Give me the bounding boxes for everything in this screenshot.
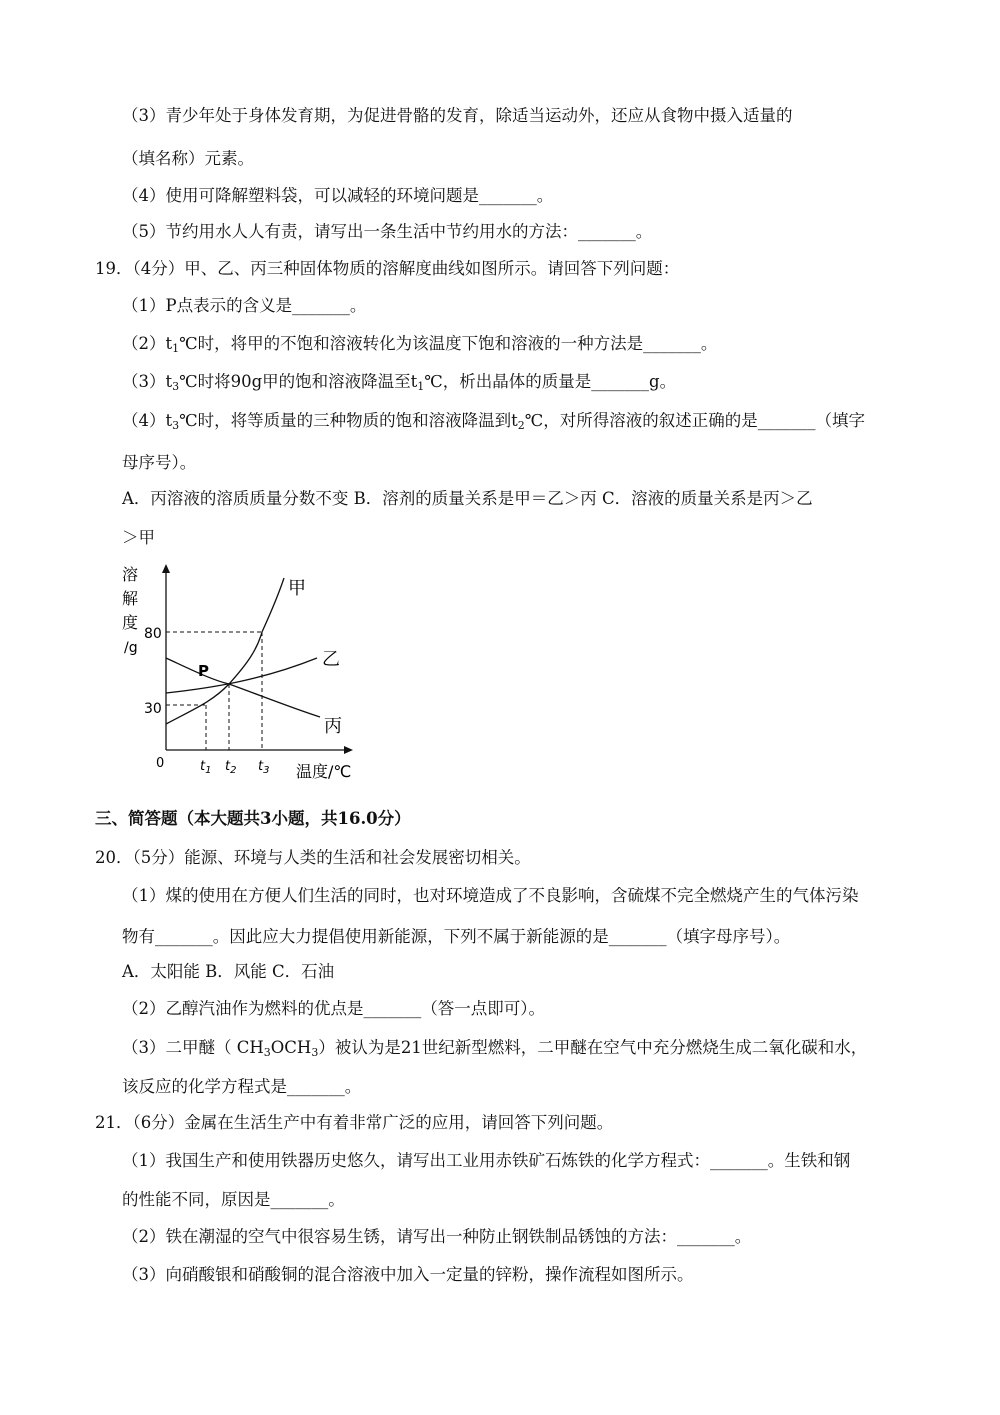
q19-part1: （1）P点表示的含义是_______。	[122, 296, 367, 315]
xtick-t1: $t_1$	[200, 759, 212, 776]
q21-part1-line1: （1）我国生产和使用铁器历史悠久，请写出工业用赤铁矿石炼铁的化学方程式：_______。生铁和钢	[122, 1151, 851, 1170]
q21-stem: 21．（6分）金属在生活生产中有着非常广泛的应用，请回答下列问题。	[95, 1113, 614, 1132]
q19-part2-a: （2）t	[122, 334, 173, 353]
curve-jia	[166, 578, 284, 724]
x-axis-arrow	[344, 746, 353, 754]
q19-part4-b: ℃时，将等质量的三种物质的饱和溶液降温到t	[179, 411, 518, 430]
q18-part4: （4）使用可降解塑料袋，可以减轻的环境问题是_______。	[122, 186, 554, 205]
xtick-t2: $t_2$	[225, 759, 237, 776]
q19-stem: 19．（4分）甲、乙、丙三种固体物质的溶解度曲线如图所示。请回答下列问题：	[95, 259, 680, 278]
q19-part3-c: ℃，析出晶体的质量是_______g。	[424, 372, 677, 391]
q20-part3-line1	[122, 1037, 867, 1064]
q20-stem: 20．（5分）能源、环境与人类的生活和社会发展密切相关。	[95, 848, 531, 867]
q19-options-line2: ＞甲	[122, 528, 155, 547]
q19-options-line1: A．丙溶液的溶质质量分数不变 B．溶剂的质量关系是甲＝乙＞丙 C．溶液的质量关系是丙＞乙	[122, 489, 813, 508]
q20-part3-c: ）被认为是21世纪新型燃料，二甲醚在空气中充分燃烧生成二氧化碳和水，	[318, 1038, 868, 1057]
q19-part4-c: ℃，对所得溶液的叙述正确的是_______（填字	[524, 411, 865, 430]
origin-label: 0	[156, 756, 165, 771]
q20-part3-sub1: 3	[263, 1046, 271, 1059]
q19-part3-sub2: 1	[417, 380, 425, 393]
q21-part3: （3）向硝酸银和硝酸铜的混合溶液中加入一定量的锌粉，操作流程如图所示。	[122, 1265, 694, 1284]
q18-part3-line2: （填名称）元素。	[122, 149, 254, 168]
q21-part1-line2: 的性能不同，原因是_______。	[122, 1190, 345, 1209]
q20-part3-sub2: 3	[311, 1046, 319, 1059]
point-p-label: P	[198, 662, 209, 680]
q20-part1-line2: 物有_______。因此应大力提倡使用新能源，下列不属于新能源的是_______（填字母序号）。	[122, 927, 791, 946]
q18-part5: （5）节约用水人人有责，请写出一条生活中节约用水的方法：_______。	[122, 222, 653, 241]
ylabel-char-1: 溶	[122, 565, 139, 584]
solubility-chart	[112, 560, 362, 785]
q20-part1-line1: （1）煤的使用在方便人们生活的同时，也对环境造成了不良影响，含硫煤不完全燃烧产生的气体污染	[122, 886, 859, 905]
q20-part2: （2）乙醇汽油作为燃料的优点是_______（答一点即可）。	[122, 999, 545, 1018]
curve-yi	[166, 658, 317, 693]
ylabel-char-3: 度	[122, 613, 139, 632]
q18-part3-line1: （3）青少年处于身体发育期，为促进骨骼的发育，除适当运动外，还应从食物中摄入适量的	[122, 106, 793, 125]
q19-part3-b: ℃时将90g甲的饱和溶液降温至t	[179, 372, 418, 391]
q19-part4-line1	[122, 410, 865, 437]
q19-part3-sub1: 3	[172, 380, 180, 393]
q20-part3-a: （3）二甲醚（ CH	[122, 1038, 264, 1057]
q19-part2-b: ℃时，将甲的不饱和溶液转化为该温度下饱和溶液的一种方法是_______。	[179, 334, 718, 353]
q19-part4-line2: 母序号）。	[122, 453, 197, 472]
q19-part3-a: （3）t	[122, 372, 173, 391]
section3-heading: 三、简答题（本大题共3小题，共16.0分）	[95, 809, 411, 828]
ytick-80: 80	[144, 626, 162, 642]
xtick-t3: $t_3$	[258, 759, 270, 776]
ytick-30: 30	[144, 701, 162, 717]
q19-part4-a: （4）t	[122, 411, 173, 430]
q19-part4-sub2: 2	[517, 419, 525, 432]
ylabel-char-2: 解	[122, 589, 139, 608]
y-axis-arrow	[162, 564, 170, 573]
q20-part3-b: OCH	[270, 1038, 312, 1057]
series-label-yi: 乙	[322, 649, 340, 670]
q20-options: A．太阳能 B．风能 C．石油	[122, 962, 335, 981]
series-label-jia: 甲	[288, 578, 306, 599]
q19-part4-sub1: 3	[172, 419, 180, 432]
q19-part2	[122, 333, 717, 360]
series-label-bing: 丙	[324, 716, 342, 737]
ylabel-unit: /g	[124, 640, 138, 656]
q19-part3	[122, 371, 676, 398]
q19-part2-sub: 1	[172, 342, 180, 355]
q21-part2: （2）铁在潮湿的空气中很容易生锈，请写出一种防止钢铁制品锈蚀的方法：_______。	[122, 1227, 752, 1246]
q20-part3-line2: 该反应的化学方程式是_______。	[122, 1077, 362, 1096]
xlabel: 温度/℃	[296, 762, 352, 781]
